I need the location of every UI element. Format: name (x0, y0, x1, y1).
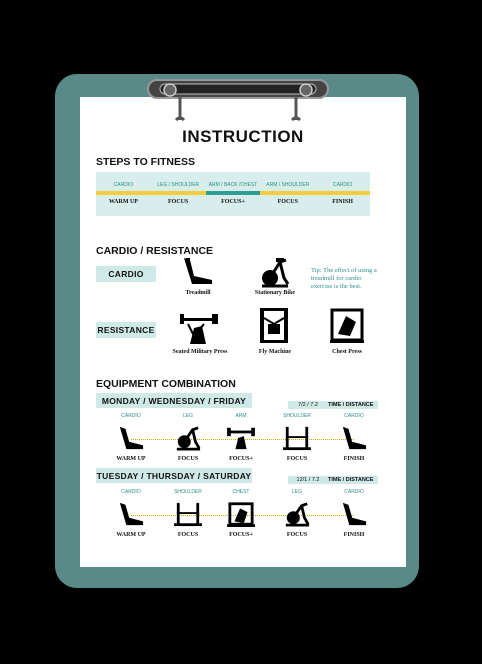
day1-top-label: CARDIO (121, 413, 141, 419)
day2-time-pill (288, 476, 378, 484)
steps-top-label: CARDIO (113, 182, 134, 188)
steps-color-bar (315, 191, 370, 195)
day1-top-label: ARM (235, 413, 247, 419)
steps-top-label: ARM / SHOULDER (266, 182, 310, 188)
day1-time-label: TIME / DISTANCE (328, 402, 374, 408)
day2-bottom-label: FINISH (343, 532, 365, 538)
stationary-bike-icon (283, 501, 311, 527)
steps-bottom-label: FINISH (332, 199, 353, 205)
treadmill-icon (117, 425, 145, 451)
cardio-tag: CARDIO (96, 266, 156, 282)
day1-bottom-label: WARM UP (116, 456, 146, 462)
tip-text: Tip: The effect of using a treadmill for cardio exercise is the best. (311, 267, 377, 290)
steps-color-bar (151, 191, 206, 195)
equipment-combination-heading: EQUIPMENT COMBINATION (96, 378, 236, 390)
page-title: INSTRUCTION (182, 127, 304, 146)
stationary-bike-icon (258, 256, 292, 288)
fly-machine-icon (258, 306, 290, 344)
chest-press-icon (330, 306, 364, 344)
day2-bottom-label: FOCUS (177, 532, 199, 538)
cardio-resistance-heading: CARDIO / RESISTANCE (96, 245, 214, 257)
treadmill-icon (180, 256, 216, 286)
treadmill-icon (117, 501, 145, 527)
steps-color-bar (206, 191, 261, 195)
squat-rack-icon (283, 425, 311, 451)
seated-military-press-icon (180, 310, 220, 346)
day2-bottom-label: FOCUS+ (229, 532, 253, 538)
steps-bottom-label: WARM UP (108, 199, 138, 205)
day1-time-value: 7/2 / 7.2 (298, 402, 318, 408)
fly-machine-label: Fly Machine (258, 349, 292, 355)
day2-bottom-label: FOCUS (286, 532, 308, 538)
stationary-bike-label: Stationary Bike (254, 290, 296, 296)
day2-bottom-label: WARM UP (116, 532, 146, 538)
day1-top-label: CARDIO (344, 413, 364, 419)
steps-top-label: ARM / BACK /CHEST (208, 182, 258, 188)
day2-time-label: TIME / DISTANCE (328, 477, 374, 483)
seated-military-press-label: Seated Military Press (172, 349, 228, 355)
resistance-tag: RESISTANCE (96, 322, 156, 338)
treadmill-icon (340, 501, 368, 527)
seated-military-press-icon (227, 425, 255, 451)
squat-rack-icon (174, 501, 202, 527)
steps-top-label: LEG / SHOULDER (157, 182, 200, 188)
day1-time-pill (288, 401, 378, 409)
day2-top-label: CARDIO (121, 489, 141, 495)
day1-bottom-label: FOCUS (286, 456, 308, 462)
day1-top-label: LEG (182, 413, 193, 419)
treadmill-icon (340, 425, 368, 451)
stationary-bike-icon (174, 425, 202, 451)
day1-bottom-label: FOCUS (177, 456, 199, 462)
steps-heading: STEPS TO FITNESS (96, 156, 195, 168)
day2-tag: TUESDAY / THURSDAY / SATURDAY (96, 468, 252, 483)
day2-top-label: LEG (291, 489, 302, 495)
day1-tag: MONDAY / WEDNESDAY / FRIDAY (96, 393, 252, 408)
day1-top-label: SHOULDER (283, 413, 311, 419)
day2-top-label: SHOULDER (174, 489, 202, 495)
steps-bottom-label: FOCUS (168, 199, 189, 205)
steps-color-bar (260, 191, 315, 195)
binder-clip-icon (140, 76, 336, 124)
steps-color-bar (96, 191, 151, 195)
day2-top-label: CHEST (232, 489, 250, 495)
chest-press-icon (227, 501, 255, 527)
steps-bottom-label: FOCUS (277, 199, 298, 205)
day1-bottom-label: FINISH (343, 456, 365, 462)
day2-top-label: CARDIO (344, 489, 364, 495)
chest-press-label: Chest Press (332, 349, 362, 355)
day2-time-value: 12/1 / 7.2 (296, 477, 320, 483)
steps-top-label: CARDIO (332, 182, 353, 188)
day1-bottom-label: FOCUS+ (229, 456, 253, 462)
treadmill-label: Treadmill (185, 290, 211, 296)
steps-bottom-label: FOCUS+ (221, 199, 245, 205)
